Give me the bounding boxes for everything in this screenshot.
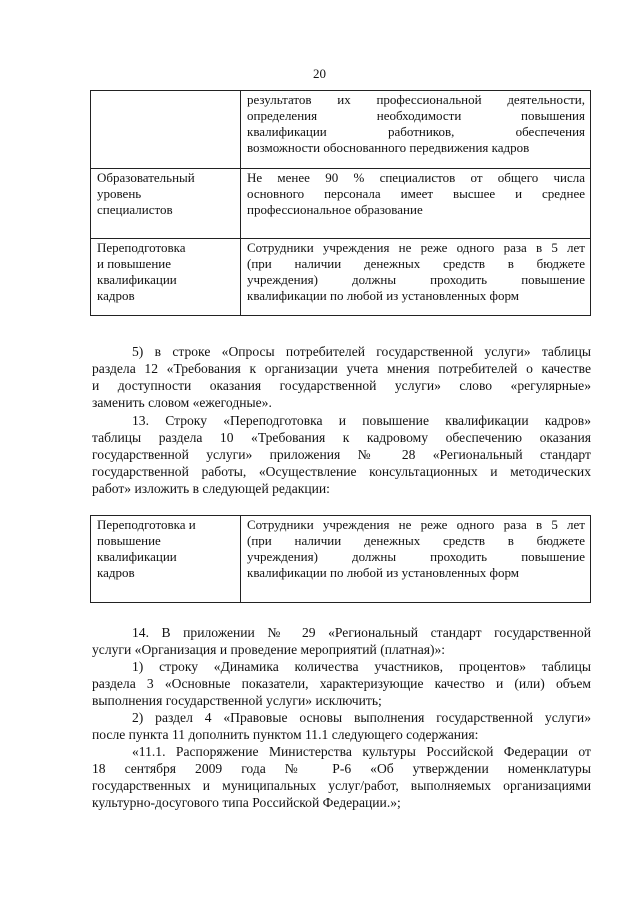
paragraph-subitem-2: 2) раздел 4 «Правовые основы выполнения государственной услуги» после пункта 11 дополнить пунктом 11.1 следующего содержания:	[92, 710, 591, 742]
table-row	[91, 91, 591, 169]
page-number: 20	[313, 66, 326, 81]
table-cell-right: результатов их профессиональной деятельности, определения необходимости повышения квалификации работников, обеспечения возможности обоснованного передвижения кадров	[241, 91, 591, 169]
table-cell-right: Сотрудники учреждения не реже одного раза в 5 лет (при наличии денежных средств в бюджете учреждения) должны проходить повышение квалификации по любой из установленных форм	[241, 516, 591, 603]
paragraph-quote-11-1: «11.1. Распоряжение Министерства культуры Российской Федерации от 18 сентября 2009 года № Р-6 «Об утверждении номенклатуры государственных и муниципальных услуг/работ, выполняемых организациями культурно-досугового типа Российской Федерации.»;	[92, 744, 591, 810]
paragraph-item-5: 5) в строке «Опросы потребителей государственной услуги» таблицы раздела 12 «Требования к организации учета мнения потребителей о качестве и доступности оказания государственной услуги» слово «регулярные» заменить словом «ежегодные».	[92, 344, 591, 410]
table-cell-left	[91, 91, 241, 169]
paragraph-item-13: 13. Строку «Переподготовка и повышение квалификации кадров» таблицы раздела 10 «Требования к кадровому обеспечению оказания государственной услуги» приложения № 28 «Региональный стандарт государственной работы, «Осуществление консультационных и методических работ» изложить в следующей редакции:	[92, 413, 591, 496]
paragraph-item-14: 14. В приложении № 29 «Региональный стандарт государственной услуги «Организация и проведение мероприятий (платная)»:	[92, 625, 591, 657]
table-row	[91, 169, 591, 239]
staffing-requirements-table	[90, 90, 591, 316]
table-row	[91, 516, 591, 603]
table-cell-right: Не менее 90 % специалистов от общего числа основного персонала имеет высшее и среднее профессиональное образование	[241, 169, 591, 239]
table-cell-right: Сотрудники учреждения не реже одного раза в 5 лет (при наличии денежных средств в бюджете учреждения) должны проходить повышение квалификации по любой из установленных форм	[241, 239, 591, 316]
table-cell-left: Переподготовка и повышение квалификации кадров	[91, 239, 241, 316]
paragraph-subitem-1: 1) строку «Динамика количества участников, процентов» таблицы раздела 3 «Основные показатели, характеризующие качество и (или) объем выполнения государственной услуги» исключить;	[92, 659, 591, 708]
table-cell-left: Образовательный уровень специалистов	[91, 169, 241, 239]
table-cell-left: Переподготовка и повышение квалификации кадров	[91, 516, 241, 603]
replacement-row-table	[90, 515, 591, 603]
table-row	[91, 239, 591, 316]
